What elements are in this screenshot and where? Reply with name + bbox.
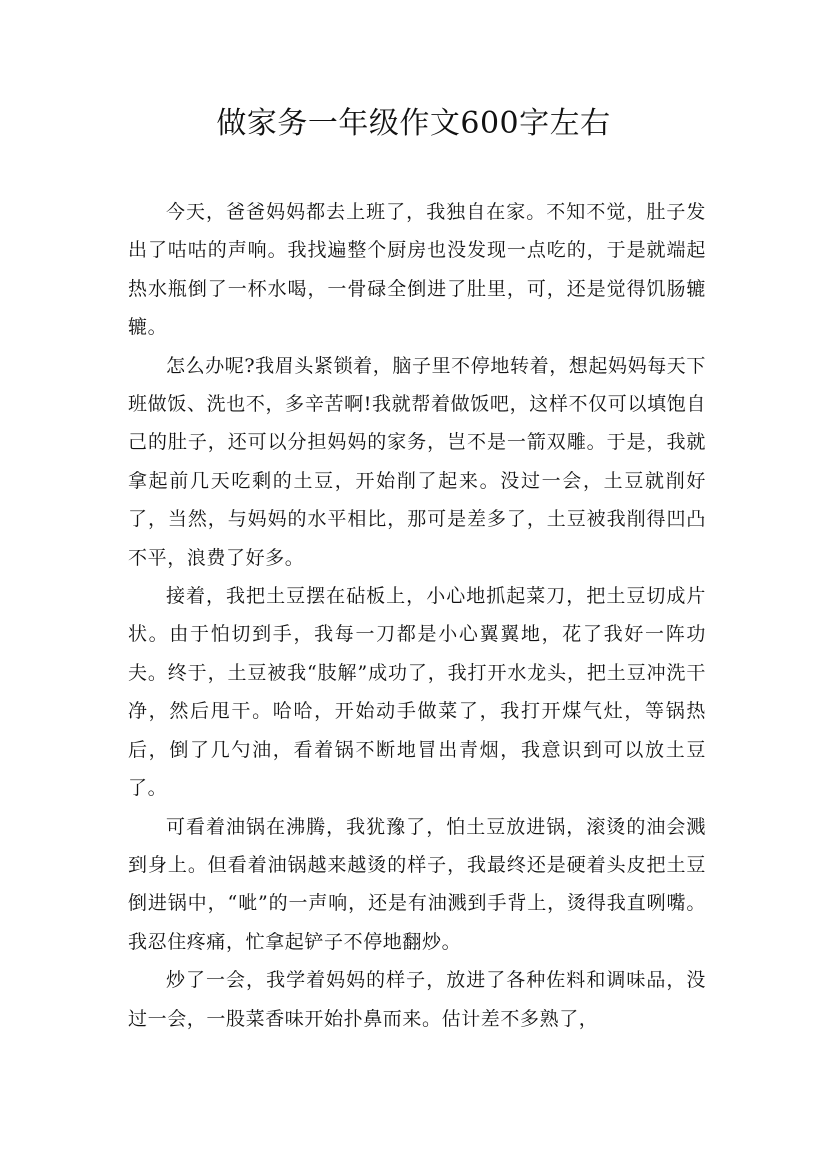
paragraph-3: 接着，我把土豆摆在砧板上，小心地抓起菜刀，把土豆切成片状。由于怕切到手，我每一刀都是小心翼翼地，花了我好一阵功夫。终于，土豆被我“肢解”成功了，我打开水龙头，把土豆冲洗干净，然后甩干。哈哈，开始动手做菜了，我打开煤气灶，等锅热后，倒了几勺油，看着锅不断地冒出青烟，我意识到可以放土豆了。: [128, 585, 706, 800]
paragraph-1: 今天，爸爸妈妈都去上班了，我独自在家。不知不觉，肚子发出了咕咕的声响。我找遍整个厨房也没发现一点吃的，于是就端起热水瓶倒了一杯水喝，一骨碌全倒进了肚里，可，还是觉得饥肠辘辘。: [128, 201, 706, 339]
page-title: 做家务一年级作文600字左右: [216, 106, 611, 141]
paragraph-2: 怎么办呢?我眉头紧锁着，脑子里不停地转着，想起妈妈每天下班做饭、洗也不，多辛苦啊!我就帮着做饭吧，这样不仅可以填饱自己的肚子，还可以分担妈妈的家务，岂不是一箭双雕。于是，我就拿起前几天吃剩的土豆，开始削了起来。没过一会，土豆就削好了，当然，与妈妈的水平相比，那可是差多了，土豆被我削得凹凸不平，浪费了好多。: [128, 354, 706, 569]
paragraph-4: 可看着油锅在沸腾，我犹豫了，怕土豆放进锅，滚烫的油会溅到身上。但看着油锅越来越烫的样子，我最终还是硬着头皮把土豆倒进锅中，“呲”的一声响，还是有油溅到手背上，烫得我直咧嘴。我忍住疼痛，忙拿起铲子不停地翻炒。: [128, 815, 706, 953]
essay-body: [128, 193, 706, 1038]
paragraph-5: 炒了一会，我学着妈妈的样子，放进了各种佐料和调味品，没过一会，一股菜香味开始扑鼻而来。估计差不多熟了，: [128, 969, 706, 1030]
